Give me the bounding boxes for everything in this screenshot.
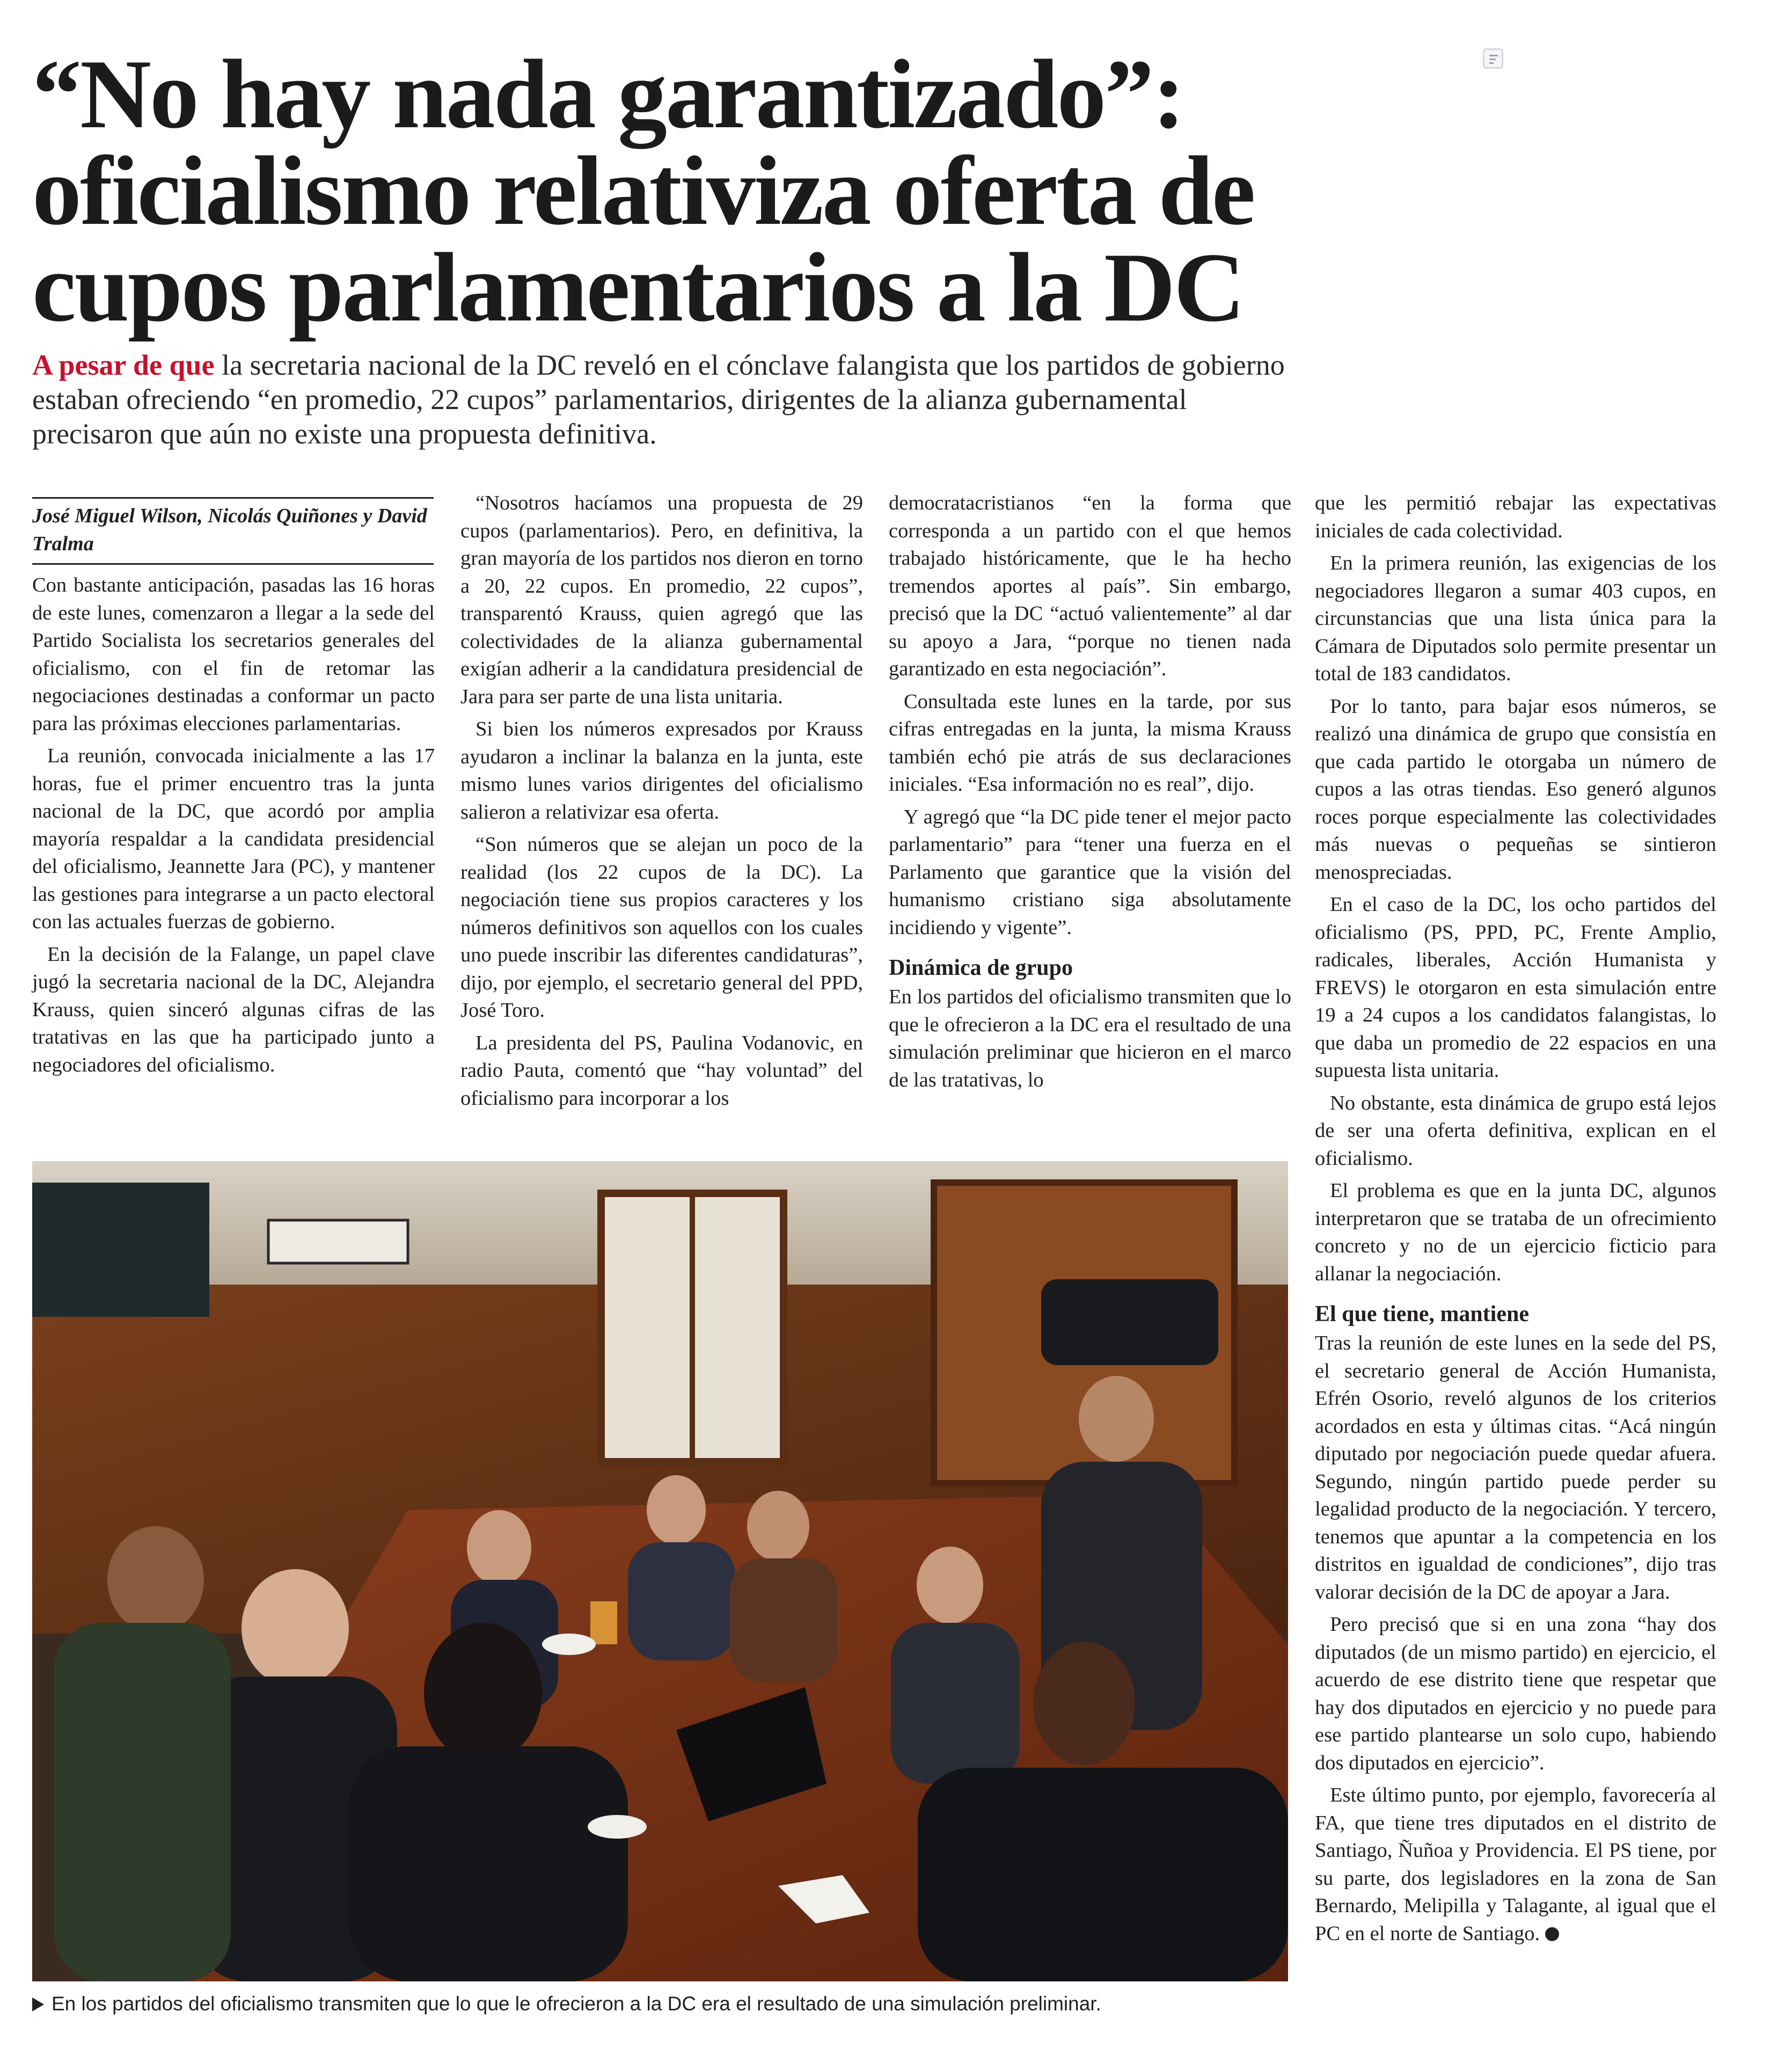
paragraph: Tras la reunión de este lunes en la sede del PS, el secretario general de Acción Humanista, Efrén Osorio, reveló algunos de los criterios acordados en esta y últimas citas. “Acá ningún diputado por negociación puede quedar afuera. Segundo, ningún partido puede perder su legalidad producto de la negociación. Y tercero, tenemos que apuntar a la competencia en los distritos en igualdad de condiciones”, dijo tras valorar decisión de la DC de apoyar a Jara. <box>1315 1332 1716 1603</box>
paragraph: “Son números que se alejan un poco de la realidad (los 22 cupos de la DC). La negociación tiene sus propios caracteres y los números definitivos son aquellos con los cuales uno puede inscribir las diferentes candidaturas”, dijo, por ejemplo, el secretario general del PPD, José Toro. <box>460 833 863 1022</box>
lead-kicker: A pesar de que <box>32 349 215 381</box>
paragraph: Si bien los números expresados por Krauss ayudaron a inclinar la balanza en la junta, este mismo lunes varios dirigentes del oficialismo salieron a relativizar esa oferta. <box>460 718 863 823</box>
photo-caption <box>32 1992 1288 2016</box>
paragraph: En la primera reunión, las exigencias de los negociadores llegaron a sumar 403 cupos, en circunstancias que una lista única para la Cámara de Diputados solo permite presentar un total de 183 candidatos. <box>1315 552 1716 685</box>
headline: “No hay nada garantizado”: oficialismo relativiza oferta de cupos parlamentarios a la DC <box>32 39 1254 342</box>
paragraph: Y agregó que “la DC pide tener el mejor pacto parlamentario” para “tener una fuerza en el Parlamento que garantice que la visión del humanismo cristiano siga absolutamente incidiendo y vigente”. <box>889 805 1291 939</box>
paragraph-text: Este último punto, por ejemplo, favorecería al FA, que tiene tres diputados en el distrito de Santiago, Ñuñoa y Providencia. El PS tiene, por su parte, dos legisladores en la zona de San Bernardo, Melipilla y Talagante, al igual que el PC en el norte de Santiago. <box>1315 1784 1716 1945</box>
paragraph <box>1315 1782 1716 1948</box>
end-of-article-dot-icon <box>1545 1927 1559 1941</box>
paragraph: “Nosotros hacíamos una propuesta de 29 cupos (parlamentarios). Pero, en definitiva, la gran mayoría de los partidos nos dieron en torno a 20, 22 cupos. En promedio, 22 cupos”, transparentó Krauss, quien agregó que las colectividades de la alianza gubernamental exigían adherir a la candidatura presidencial de Jara para ser parte de una lista unitaria. <box>460 492 863 708</box>
subheading-dinamica-de-grupo: Dinámica de grupo <box>889 956 1073 980</box>
caption-triangle-icon <box>32 1997 44 2011</box>
paragraph: En la decisión de la Falange, un papel clave jugó la secretaria nacional de la DC, Alejandra Krauss, quien sinceró algunas cifras de las tratativas en las que ha participado junto a negociadores del oficialismo. <box>32 943 435 1076</box>
lead-text: la secretaria nacional de la DC reveló en el cónclave falangista que los partidos de gobierno estaban ofreciendo “en promedio, 22 cupos” parlamentarios, dirigentes de la alianza gubernamental precisaron que aún no existe una propuesta definitiva. <box>32 349 1285 450</box>
paragraph: Con bastante anticipación, pasadas las 16 horas de este lunes, comenzaron a llegar a la sede del Partido Socialista los secretarios generales del oficialismo, con el fin de retomar las negociaciones destinadas a conformar un pacto para las próximas elecciones parlamentarias. <box>32 574 435 735</box>
byline: José Miguel Wilson, Nicolás Quiñones y David Tralma <box>32 497 434 565</box>
document-note-icon[interactable] <box>1483 48 1503 69</box>
paragraph: En el caso de la DC, los ocho partidos del oficialismo (PS, PPD, PC, Frente Amplio, radicales, liberales, Acción Humanista y FREVS) le otorgaron en esta simulación entre 19 a 24 cupos a los candidatos falangistas, lo que daba un promedio de 22 espacios en una supuesta lista unitaria. <box>1315 893 1716 1082</box>
meeting-photo <box>32 1161 1288 1981</box>
paragraph: El problema es que en la junta DC, algunos interpretaron que se trataba de un ofrecimiento concreto y no de un ejercicio ficticio para allanar la negociación. <box>1315 1179 1716 1285</box>
paragraph: No obstante, esta dinámica de grupo está lejos de ser una oferta definitiva, explican en el oficialismo. <box>1315 1091 1716 1170</box>
paragraph: En los partidos del oficialismo transmiten que lo que le ofrecieron a la DC era el resultado de una simulación preliminar que hicieron en el marco de las tratativas, lo <box>889 986 1291 1091</box>
caption-text: En los partidos del oficialismo transmiten que lo que le ofrecieron a la DC era el resultado de una simulación preliminar. <box>52 1993 1101 2015</box>
paragraph: La presidenta del PS, Paulina Vodanovic, en radio Pauta, comentó que “hay voluntad” del oficialismo para incorporar a los <box>460 1031 863 1110</box>
article-column-4 <box>1315 490 1716 1952</box>
paragraph: Consultada este lunes en la tarde, por sus cifras entregadas en la junta, la misma Krauss también echó pie atrás de sus declaraciones iniciales. “Esa información no es real”, dijo. <box>889 690 1291 796</box>
paragraph: Pero precisó que si en una zona “hay dos diputados (de un mismo partido) en ejercicio, el acuerdo de ese distrito tiene que respetar que hay dos diputados en ejercicio y no puede para ese partido plantearse un solo cupo, habiendo dos diputados en ejercicio”. <box>1315 1613 1716 1774</box>
meeting-photo-illustration <box>32 1161 1288 1981</box>
article-column-1 <box>32 572 435 1084</box>
subheading-el-que-tiene-mantiene: El que tiene, mantiene <box>1315 1302 1529 1326</box>
article-column-3 <box>889 490 1291 1099</box>
article-column-2 <box>460 490 863 1117</box>
paragraph: Por lo tanto, para bajar esos números, se realizó una dinámica de grupo que consistía en que cada partido le otorgaba un número de cupos a las otras tiendas. Eso generó algunos roces porque especialmente las colectividades más nuevas o pequeñas se sintieron menospreciadas. <box>1315 695 1716 884</box>
paragraph: democratacristianos “en la forma que corresponda a un partido con el que hemos trabajado históricamente, que le ha hecho tremendos aportes al país”. Sin embargo, precisó que la DC “actuó valientemente” al dar su apoyo a Jara, “porque no tienen nada garantizado en esta negociación”. <box>889 492 1291 680</box>
paragraph: que les permitió rebajar las expectativas iniciales de cada colectividad. <box>1315 492 1716 542</box>
paragraph: La reunión, convocada inicialmente a las 17 horas, fue el primer encuentro tras la junta nacional de la DC, que acordó por amplia mayoría respaldar a la candidata presidencial del oficialismo, Jeannette Jara (PC), y mantener las gestiones para integrarse a un pacto electoral con las actuales fuerzas de gobierno. <box>32 745 435 933</box>
lead-paragraph <box>32 348 1310 451</box>
